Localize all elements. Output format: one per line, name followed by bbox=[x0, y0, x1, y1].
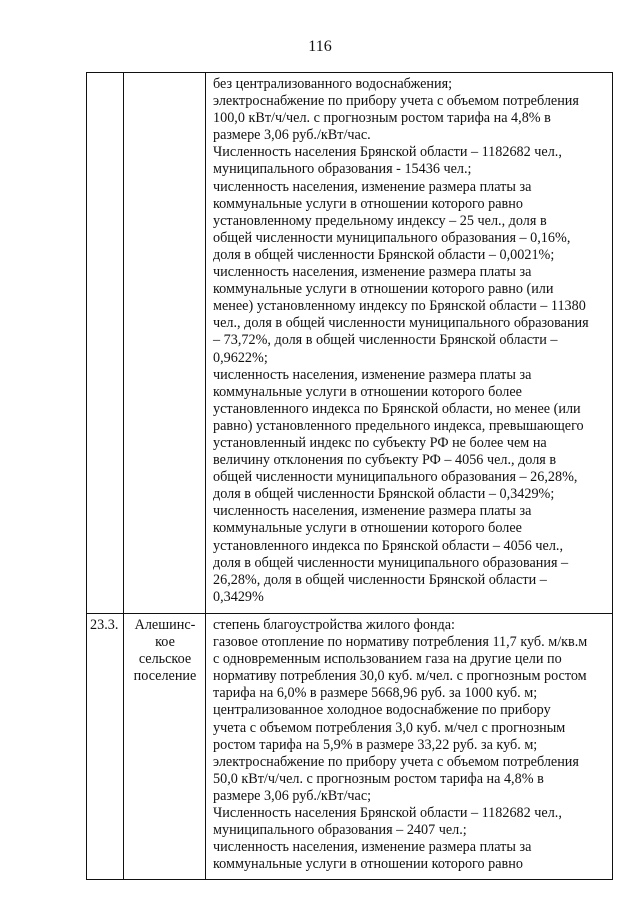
description-line: численность населения, изменение размера платы за bbox=[213, 178, 532, 195]
description-line: менее) установленному индексу по Брянской области – 11380 bbox=[213, 298, 586, 315]
description-line: 50,0 кВт/ч/чел. с прогнозным ростом тарифа на 4,8% в bbox=[213, 770, 544, 787]
description-line: доля в общей численности Брянской области – 0,0021%; bbox=[213, 246, 555, 263]
description-line: установленный индекс по субъекту РФ не более чем на bbox=[213, 434, 547, 451]
description-line: коммунальные услуги в отношении которого более bbox=[213, 383, 522, 400]
description-line: доля в общей численности муниципального образования – bbox=[213, 554, 569, 571]
municipality-name bbox=[125, 617, 205, 685]
description-line: муниципального образования - 15436 чел.; bbox=[213, 161, 472, 178]
row-divider bbox=[87, 613, 612, 614]
description-line: чел., доля в общей численности муниципального образования bbox=[213, 315, 589, 332]
description-line: учета с объемом потребления 3,0 куб. м/чел с прогнозным bbox=[213, 719, 566, 736]
description-line: установленного индекса по Брянской области, но менее (или bbox=[213, 400, 581, 417]
description-line: муниципального образования – 2407 чел.; bbox=[213, 822, 467, 839]
continued-row-description bbox=[213, 76, 589, 606]
description-line: – 73,72%, доля в общей численности Брянской области – bbox=[213, 332, 558, 349]
description-line: коммунальные услуги в отношении которого равно bbox=[213, 195, 523, 212]
name-line: сельское bbox=[138, 651, 192, 668]
description-line: 100,0 кВт/ч/чел. с прогнозным ростом тарифа на 4,8% в bbox=[213, 110, 551, 127]
name-line: поселение bbox=[133, 668, 197, 685]
description-line: без централизованного водоснабжения; bbox=[213, 76, 453, 92]
description-line: коммунальные услуги в отношении которого равно bbox=[213, 856, 523, 873]
description-line: численность населения, изменение размера платы за bbox=[213, 503, 532, 520]
description-line: размере 3,06 руб./кВт/час. bbox=[213, 127, 371, 144]
description-line: централизованное холодное водоснабжение по прибору bbox=[213, 702, 551, 719]
description-line: равно) установленного предельного индекса, превышающего bbox=[213, 417, 584, 434]
description-line: коммунальные услуги в отношении которого более bbox=[213, 520, 522, 537]
description-line: численность населения, изменение размера платы за bbox=[213, 264, 532, 281]
description-line: общей численности муниципального образования – 0,16%, bbox=[213, 229, 571, 246]
description-line: доля в общей численности Брянской области – 0,3429%; bbox=[213, 486, 555, 503]
name-line: кое bbox=[155, 634, 175, 651]
data-table bbox=[86, 72, 613, 880]
description-line: электроснабжение по прибору учета с объемом потребления bbox=[213, 753, 579, 770]
description-line: коммунальные услуги в отношении которого равно (или bbox=[213, 281, 554, 298]
description-line: общей численности муниципального образования – 26,28%, bbox=[213, 469, 578, 486]
description-line: газовое отопление по нормативу потребления 11,7 куб. м/кв.м bbox=[213, 634, 588, 651]
description-line: Численность населения Брянской области – 1182682 чел., bbox=[213, 144, 562, 161]
description-line: 0,3429% bbox=[213, 588, 264, 605]
description-line: Численность населения Брянской области – 1182682 чел., bbox=[213, 805, 562, 822]
description-line: электроснабжение по прибору учета с объемом потребления bbox=[213, 93, 579, 110]
description-line: численность населения, изменение размера платы за bbox=[213, 839, 532, 856]
name-line: Алешинс- bbox=[134, 617, 196, 633]
description-line: нормативу потребления 30,0 куб. м/чел. с прогнозным ростом bbox=[213, 668, 587, 685]
description-line: ростом тарифа на 5,9% в размере 33,22 руб. за куб. м; bbox=[213, 736, 538, 753]
row-number: 23.3. bbox=[90, 617, 119, 633]
description-line: установленному предельному индексу – 25 чел., доля в bbox=[213, 212, 547, 229]
description-line: с одновременным использованием газа на другие цели по bbox=[213, 651, 562, 668]
column-divider bbox=[123, 73, 124, 879]
description-line: размере 3,06 руб./кВт/час; bbox=[213, 787, 372, 804]
description-line: степень благоустройства жилого фонда: bbox=[213, 617, 455, 633]
column-divider bbox=[205, 73, 206, 879]
description-line: величину отклонения по субъекту РФ – 4056 чел., доля в bbox=[213, 452, 557, 469]
description-line: установленного индекса по Брянской области – 4056 чел., bbox=[213, 537, 564, 554]
description-line: тарифа на 6,0% в размере 5668,96 руб. за 1000 куб. м; bbox=[213, 685, 538, 702]
description-line: 26,28%, доля в общей численности Брянской области – bbox=[213, 571, 547, 588]
page-number: 116 bbox=[308, 38, 332, 55]
description-line: 0,9622%; bbox=[213, 349, 268, 366]
row-description bbox=[213, 617, 587, 873]
description-line: численность населения, изменение размера платы за bbox=[213, 366, 532, 383]
